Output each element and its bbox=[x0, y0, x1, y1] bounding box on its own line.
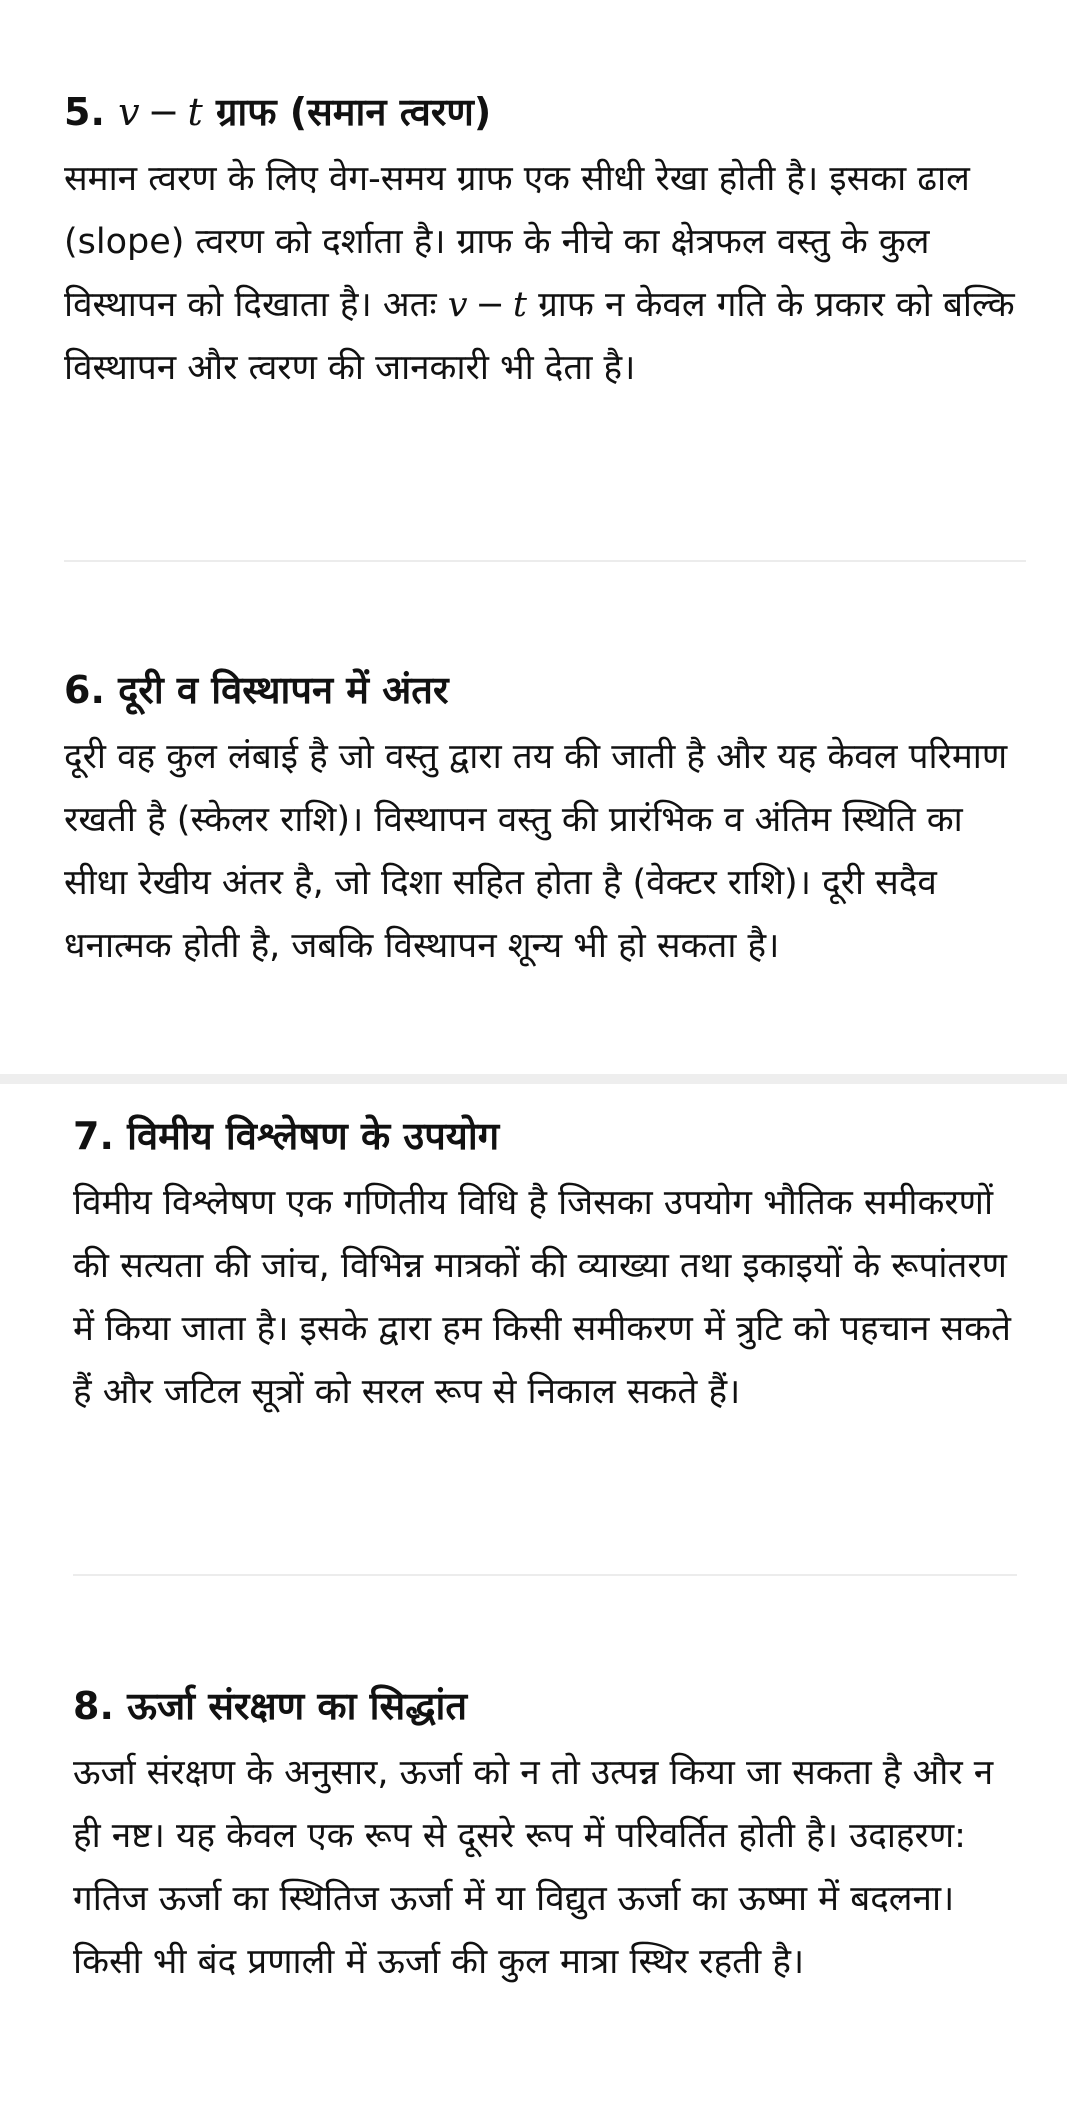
section-5-title: ग्राफ (समान त्वरण) bbox=[215, 90, 492, 134]
section-5-body bbox=[64, 148, 1024, 400]
section-5-body-part1: समान त्वरण के लिए वेग-समय ग्राफ एक सीधी रेखा होती है। इसका ढाल (slope) त्वरण को दर्शाता है। ग्राफ के नीचे का क्षेत्रफल वस्तु के कुल विस्थापन को दिखाता है। अतः bbox=[64, 159, 970, 325]
section-8-title: ऊर्जा संरक्षण का सिद्धांत bbox=[127, 1684, 468, 1728]
heading-math-minus: − bbox=[147, 90, 180, 134]
section-8-heading bbox=[73, 1680, 1023, 1732]
section-7-number: 7. bbox=[73, 1114, 114, 1158]
section-5 bbox=[64, 86, 1024, 400]
section-6-title: दूरी व विस्थापन में अंतर bbox=[118, 668, 449, 712]
bottom-panel bbox=[0, 1084, 1067, 2110]
section-8-body: ऊर्जा संरक्षण के अनुसार, ऊर्जा को न तो उत्पन्न किया जा सकता है और न ही नष्ट। यह केवल एक रूप से दूसरे रूप में परिवर्तित होती है। उदाहरण: गतिज ऊर्जा का स्थितिज ऊर्जा में या विद्युत ऊर्जा का ऊष्मा में बदलना। किसी भी बंद प्रणाली में ऊर्जा की कुल मात्रा स्थिर रहती है। bbox=[73, 1753, 994, 1982]
section-6-heading bbox=[64, 664, 1024, 716]
section-5-body-part2: ग्राफ न केवल गति के प्रकार को बल्कि विस्थापन और त्वरण की जानकारी भी देता है। bbox=[64, 285, 1015, 388]
section-5-heading bbox=[64, 86, 1024, 138]
heading-math-t: t bbox=[187, 90, 203, 134]
section-5-number: 5. bbox=[64, 90, 105, 134]
divider bbox=[73, 1574, 1017, 1576]
body-math-minus: − bbox=[475, 285, 505, 325]
section-7-heading bbox=[73, 1110, 1023, 1162]
heading-math-v: v bbox=[118, 90, 140, 134]
divider bbox=[64, 560, 1026, 562]
section-6-number: 6. bbox=[64, 668, 105, 712]
section-7-body: विमीय विश्लेषण एक गणितीय विधि है जिसका उपयोग भौतिक समीकरणों की सत्यता की जांच, विभिन्न मात्रकों की व्याख्या तथा इकाइयों के रूपांतरण में किया जाता है। इसके द्वारा हम किसी समीकरण में त्रुटि को पहचान सकते हैं और जटिल सूत्रों को सरल रूप से निकाल सकते हैं। bbox=[73, 1183, 1011, 1412]
section-8-number: 8. bbox=[73, 1684, 114, 1728]
section-6 bbox=[64, 664, 1024, 978]
body-math-t: t bbox=[512, 285, 527, 325]
section-7-title: विमीय विश्लेषण के उपयोग bbox=[127, 1114, 500, 1158]
panel-separator bbox=[0, 1074, 1067, 1084]
section-8 bbox=[73, 1680, 1023, 1994]
section-6-body: दूरी वह कुल लंबाई है जो वस्तु द्वारा तय की जाती है और यह केवल परिमाण रखती है (स्केलर राशि)। विस्थापन वस्तु की प्रारंभिक व अंतिम स्थिति का सीधा रेखीय अंतर है, जो दिशा सहित होता है (वेक्टर राशि)। दूरी सदैव धनात्मक होती है, जबकि विस्थापन शून्य भी हो सकता है। bbox=[64, 737, 1008, 966]
body-math-v: v bbox=[447, 285, 468, 325]
section-7 bbox=[73, 1110, 1023, 1424]
